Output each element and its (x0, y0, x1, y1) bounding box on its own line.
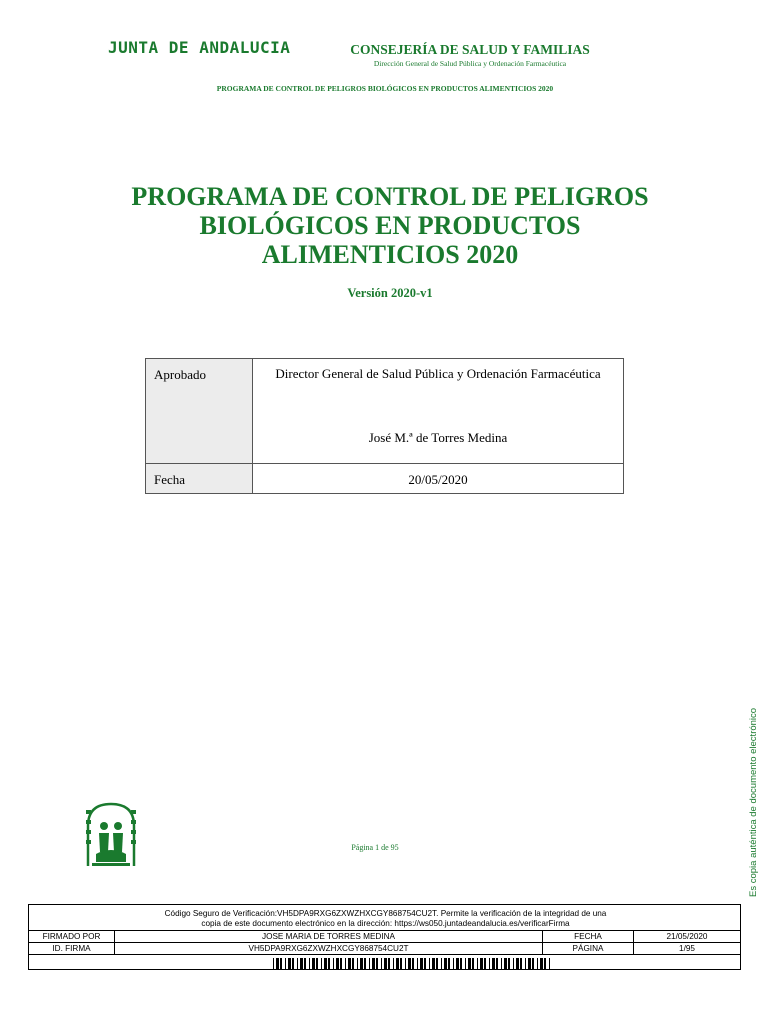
andalucia-emblem-icon (82, 800, 140, 868)
signature-row-2 (29, 943, 741, 955)
authentic-copy-note: Es copia auténtica de documento electrónico (748, 707, 759, 897)
signature-row-1 (29, 931, 741, 943)
csv-text (29, 909, 742, 928)
page-number: Página 1 de 95 (351, 843, 399, 852)
signature-table (28, 930, 741, 955)
date-label: Fecha (146, 464, 253, 494)
signature-box (28, 904, 741, 970)
consejeria-title: CONSEJERÍA DE SALUD Y FAMILIAS (350, 42, 590, 57)
pagina-value: 1/95 (634, 943, 741, 955)
signed-by-label: FIRMADO POR (29, 931, 115, 943)
approved-name: José M.ª de Torres Medina (368, 430, 508, 445)
approval-row (146, 359, 624, 464)
title-line-2: BIOLÓGICOS EN PRODUCTOS (199, 211, 581, 240)
running-head: PROGRAMA DE CONTROL DE PELIGROS BIOLÓGICOS EN PRODUCTOS ALIMENTICIOS 2020 (216, 84, 554, 93)
date-value: 20/05/2020 (253, 464, 624, 494)
title-line-3: ALIMENTICIOS 2020 (261, 240, 519, 269)
signed-by-value: JOSE MARIA DE TORRES MEDINA (115, 931, 543, 943)
csv-line-1: Código Seguro de Verificación:VH5DPA9RXG6ZXWZHXCGY868754CU2T. Permite la verificación de la integridad de una (164, 909, 607, 918)
direccion-subtitle: Dirección General de Salud Pública y Ordenación Farmacéutica (373, 59, 567, 68)
id-label: ID. FIRMA (29, 943, 115, 955)
id-value: VH5DPA9RXG6ZXWZHXCGY868754CU2T (115, 943, 543, 955)
approval-table (145, 358, 624, 494)
junta-logo-text: JUNTA DE ANDALUCIA (108, 38, 291, 57)
pagina-label: PÁGINA (543, 943, 634, 955)
csv-line-2: copia de este documento electrónico en la dirección: https://ws050.juntadeandalucia.es/verificarFirma (201, 918, 570, 928)
approved-cell (253, 359, 624, 464)
approved-role: Director General de Salud Pública y Ordenación Farmacéutica (275, 366, 601, 381)
barcode-icon (273, 958, 550, 969)
fecha-label: FECHA (543, 931, 634, 943)
title-line-1: PROGRAMA DE CONTROL DE PELIGROS (131, 182, 649, 211)
date-row (146, 464, 624, 494)
document-title (100, 182, 680, 269)
version-label: Versión 2020-v1 (347, 286, 433, 300)
approved-label: Aprobado (146, 359, 253, 464)
fecha-value: 21/05/2020 (634, 931, 741, 943)
